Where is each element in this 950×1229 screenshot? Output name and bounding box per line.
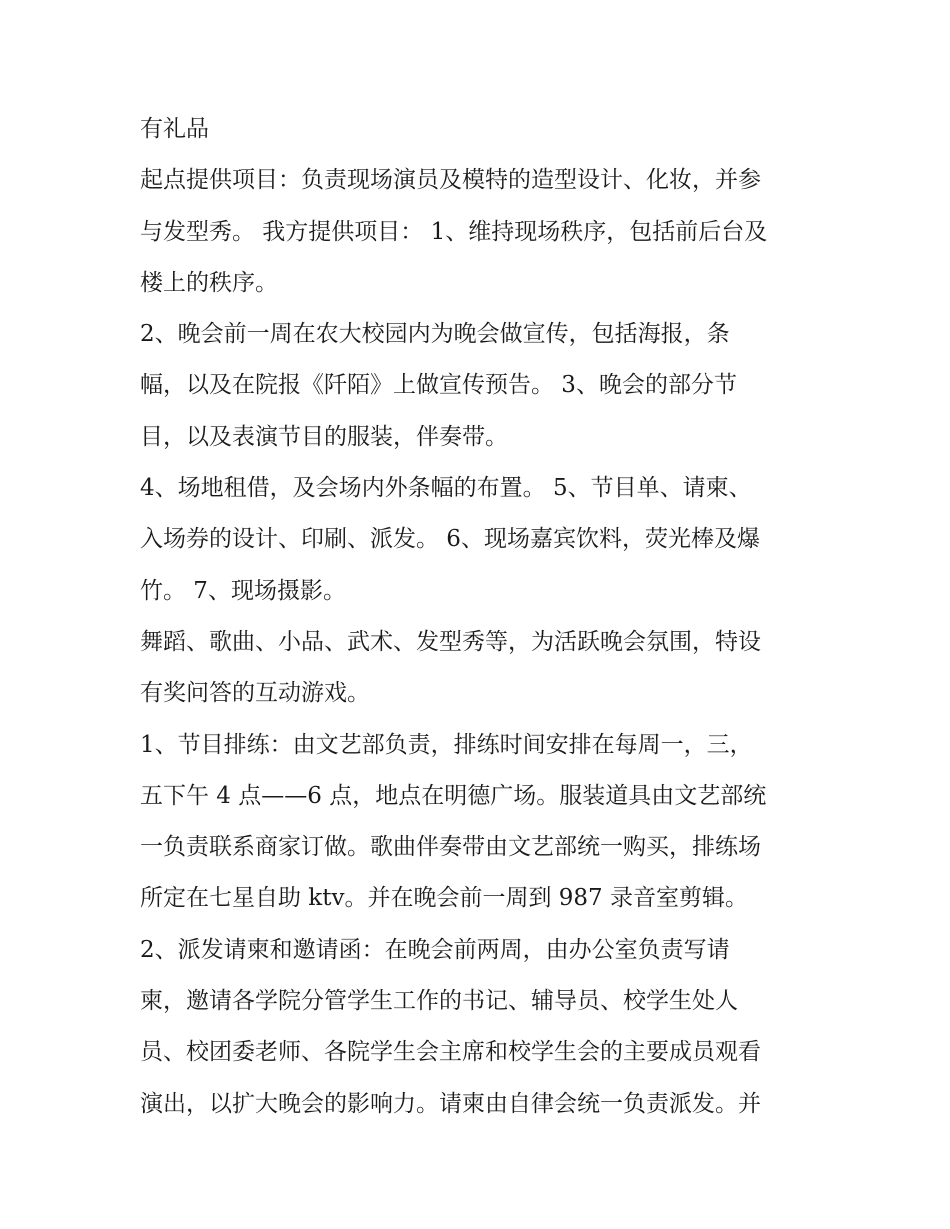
- text-line: 竹。 7、现场摄影。: [140, 577, 346, 604]
- text-line: 起点提供项目：负责现场演员及模特的造型设计、化妆，并参: [140, 167, 761, 194]
- text-line: 与发型秀。 我方提供项目： 1、维持现场秩序，包括前后台及: [140, 218, 768, 245]
- text-line: 柬，邀请各学院分管学生工作的书记、辅导员、校学生处人: [140, 988, 738, 1015]
- text-line: 演出，以扩大晚会的影响力。请柬由自律会统一负责派发。并: [140, 1090, 761, 1117]
- text-line: 有奖问答的互动游戏。: [140, 680, 370, 707]
- text-line: 1、节目排练：由文艺部负责，排练时间安排在每周一，三，: [140, 731, 753, 758]
- text-line: 所定在七星自助 ktv。并在晚会前一周到 987 录音室剪辑。: [140, 885, 749, 912]
- document-body: [140, 110, 820, 1136]
- text-line: 2、晚会前一周在农大校园内为晚会做宣传，包括海报，条: [140, 321, 730, 348]
- text-line: 目，以及表演节目的服装，伴奏带。: [140, 423, 508, 450]
- text-line: 入场券的设计、印刷、派发。 6、现场嘉宾饮料，荧光棒及爆: [140, 526, 760, 553]
- text-line: 舞蹈、歌曲、小品、武术、发型秀等，为活跃晚会氛围，特设: [140, 628, 761, 655]
- text-line: 员、校团委老师、各院学生会主席和校学生会的主要成员观看: [140, 1039, 761, 1066]
- text-line: 4、场地租借，及会场内外条幅的布置。 5、节目单、请柬、: [140, 475, 752, 502]
- text-line: 五下午 4 点——6 点，地点在明德广场。服装道具由文艺部统: [140, 782, 767, 809]
- text-line: 幅，以及在院报《阡陌》上做宣传预告。 3、晚会的部分节: [140, 372, 737, 399]
- text-line: 有礼品: [140, 116, 209, 142]
- text-line: 楼上的秩序。: [140, 269, 278, 296]
- text-line: 一负责联系商家订做。歌曲伴奏带由文艺部统一购买，排练场: [140, 834, 761, 861]
- text-line: 2、派发请柬和邀请函：在晚会前两周，由办公室负责写请: [140, 936, 730, 963]
